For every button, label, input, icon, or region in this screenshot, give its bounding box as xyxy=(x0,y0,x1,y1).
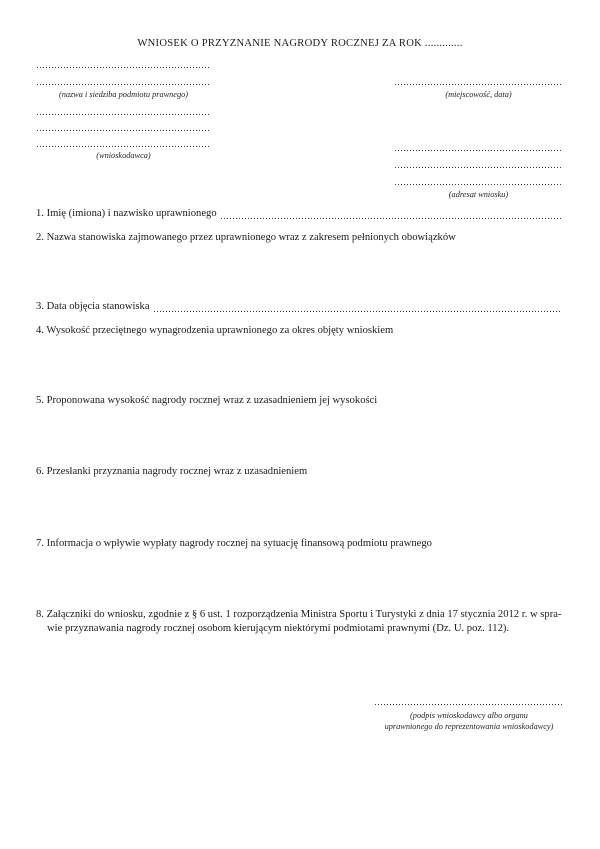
form-item-7 xyxy=(36,537,562,551)
addressee-caption: (adresat wniosku) xyxy=(448,190,509,199)
form-item-8-line1: 8. Załączniki do wniosku, zgodnie z § 6 ust. 1 rozporządzenia Ministra Sportu i Turystyki z dnia 17 stycznia 2012 r. w spra- xyxy=(36,609,562,620)
signature-caption-line2: uprawnionego do reprezentowania wnioskodawcy) xyxy=(384,722,554,731)
form-item-6-label: 6. Przesłanki przyznania nagrody rocznej wraz z uzasadnieniem xyxy=(36,466,308,477)
form-item-7-label: 7. Informacja o wpływie wypłaty nagrody rocznej na sytuację finansową podmiotu prawnego xyxy=(36,538,432,549)
form-item-4 xyxy=(36,324,562,338)
applicant-name-line-1 xyxy=(37,67,210,68)
form-item-1-label: 1. Imię (imiona) i nazwisko uprawnionego xyxy=(36,208,217,219)
form-item-2-label: 2. Nazwa stanowiska zajmowanego przez uprawnionego wraz z zakresem pełnionych obowiązków xyxy=(36,232,456,243)
signature-line xyxy=(375,704,563,705)
signature-caption xyxy=(352,710,586,732)
form-title: WNIOSEK O PRZYZNANIE NAGRODY ROCZNEJ ZA ROK ............. xyxy=(137,38,463,49)
place-date-caption: (miejscowość, data) xyxy=(445,90,512,99)
applicant-line-2 xyxy=(37,130,210,131)
form-item-2 xyxy=(36,231,562,245)
form-item-8-line2: wie przyznawania nagrody rocznej osobom kierującym niektórymi podmiotami prawnymi (Dz. U. poz. 112). xyxy=(47,623,510,634)
form-item-4-label: 4. Wysokość przeciętnego wynagrodzenia uprawnionego za okres objęty wnioskiem xyxy=(36,325,394,336)
dotted-leader xyxy=(154,311,562,312)
applicant-name-line-2 xyxy=(37,84,210,85)
form-item-3 xyxy=(36,300,562,314)
form-item-3-label: 3. Data objęcia stanowiska xyxy=(36,301,150,312)
signature-caption-line1: (podpis wnioskodawcy albo organu xyxy=(410,711,528,720)
addressee-line-2 xyxy=(395,167,562,168)
applicant-entity-caption: (nazwa i siedziba podmiotu prawnego) xyxy=(58,90,189,99)
form-item-6 xyxy=(36,465,562,479)
applicant-caption: (wnioskodawca) xyxy=(96,151,151,160)
form-item-5-label: 5. Proponowana wysokość nagrody rocznej wraz z uzasadnieniem jej wysokości xyxy=(36,395,378,406)
addressee-line-1 xyxy=(395,150,562,151)
applicant-line-3 xyxy=(37,146,210,147)
dotted-leader xyxy=(221,218,562,219)
form-item-8 xyxy=(36,608,562,636)
applicant-line-1 xyxy=(37,114,210,115)
form-item-5 xyxy=(36,394,562,408)
addressee-line-3 xyxy=(395,184,562,185)
form-item-1 xyxy=(36,207,562,221)
place-date-line xyxy=(395,84,562,85)
